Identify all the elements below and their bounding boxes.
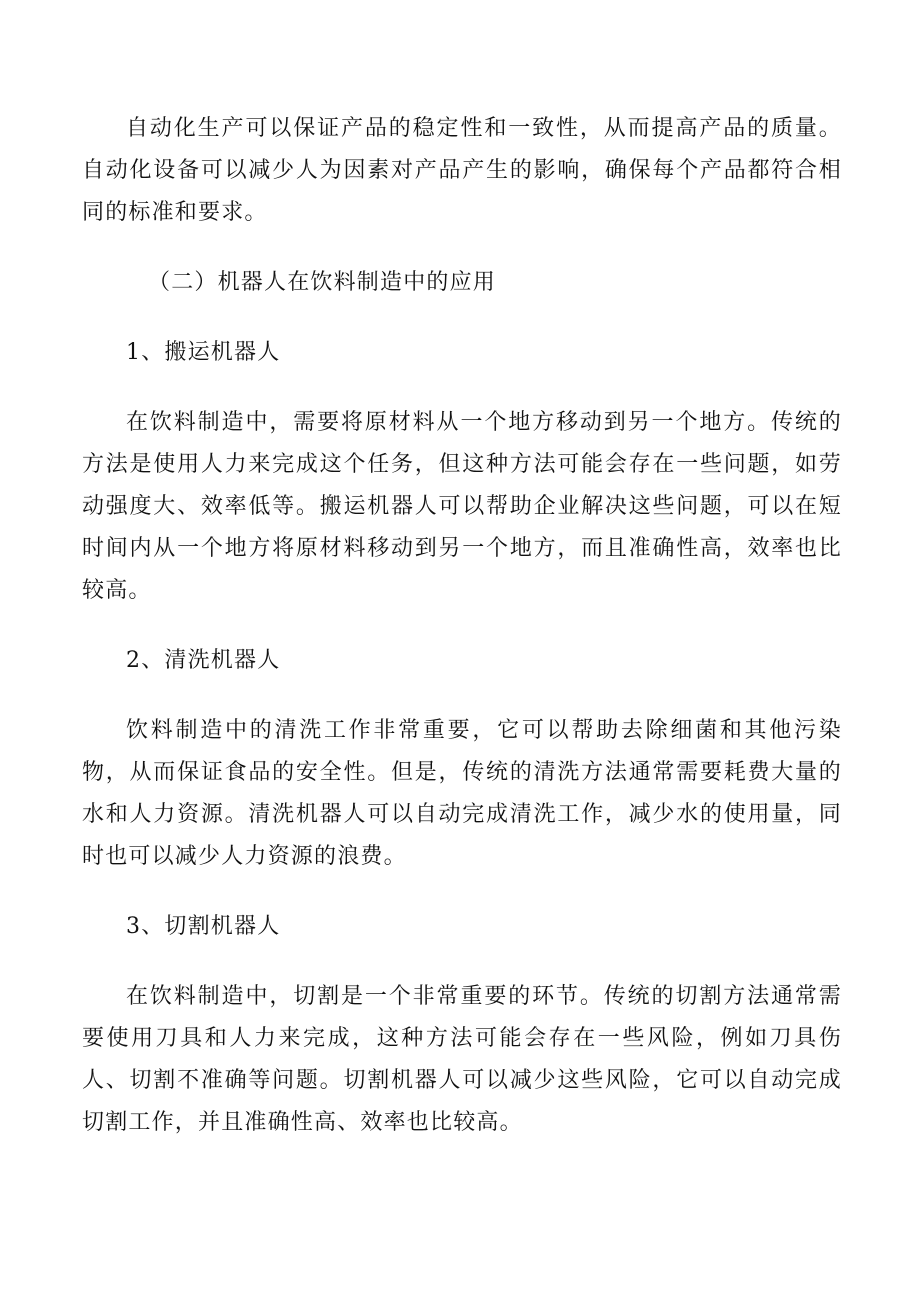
item-heading-cutting-robot: 3、切割机器人 [126, 914, 281, 939]
item-heading-cleaning-robot: 2、清洗机器人 [126, 648, 281, 673]
paragraph-automation-quality: 自动化生产可以保证产品的稳定性和一致性，从而提高产品的质量。自动化设备可以减少人为因素对产品产生的影响，确保每个产品都符合相同的标准和要求。 [82, 116, 842, 225]
paragraph-cleaning-robot: 饮料制造中的清洗工作非常重要，它可以帮助去除细菌和其他污染物，从而保证食品的安全性。但是，传统的清洗方法通常需要耗费大量的水和人力资源。清洗机器人可以自动完成清洗工作，减少水的使用量，同时也可以减少人力资源的浪费。 [82, 718, 842, 869]
paragraph-handling-robot: 在饮料制造中，需要将原材料从一个地方移动到另一个地方。传统的方法是使用人力来完成这个任务，但这种方法可能会存在一些问题，如劳动强度大、效率低等。搬运机器人可以帮助企业解决这些问题，可以在短时间内从一个地方将原材料移动到另一个地方，而且准确性高，效率也比较高。 [82, 410, 842, 603]
paragraph-cutting-robot: 在饮料制造中，切割是一个非常重要的环节。传统的切割方法通常需要使用刀具和人力来完成，这种方法可能会存在一些风险，例如刀具伤人、切割不准确等问题。切割机器人可以减少这些风险，它可以自动完成切割工作，并且准确性高、效率也比较高。 [82, 984, 842, 1135]
item-heading-handling-robot: 1、搬运机器人 [126, 340, 281, 365]
section-heading-robots-in-beverage: （二）机器人在饮料制造中的应用 [148, 270, 497, 295]
document-body [82, 108, 842, 1144]
